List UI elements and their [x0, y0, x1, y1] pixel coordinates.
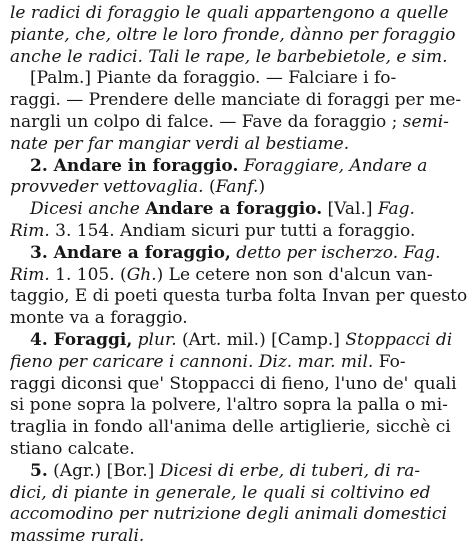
text-line [10, 90, 467, 112]
text-line [10, 286, 467, 308]
text-line [10, 221, 467, 243]
entry-headword: 5. [30, 460, 48, 481]
text-run: ) [258, 177, 266, 198]
text-run: massime rurali. [10, 526, 145, 547]
entry-headword: 3. Andare a foraggio, [30, 242, 231, 263]
text-line [10, 330, 467, 352]
text-line [10, 156, 467, 178]
text-line [10, 265, 467, 287]
text-run: taggio, E di poeti questa turba folta Invan per questo [10, 286, 467, 307]
text-run: dici, di piante in generale, le quali si coltivino ed [10, 482, 431, 503]
text-run: semi- [402, 111, 449, 132]
text-run: Dicesi di erbe, di tuberi, di ra- [159, 460, 421, 481]
text-line [10, 3, 467, 25]
text-line [10, 25, 467, 47]
text-run: si pone sopra la polvere, l'altro sopra la palla o mi- [10, 395, 448, 416]
text-run: plur. [132, 329, 177, 350]
text-run: [Val.] [322, 199, 378, 220]
text-run: Dicesi anche [30, 199, 146, 220]
entry-headword: Andare a foraggio. [145, 199, 323, 220]
text-line [10, 395, 467, 417]
text-run: ) Le cetere non son d'alcun van- [156, 264, 433, 285]
text-run: Fanf. [215, 177, 259, 198]
text-run: detto per ischerzo. Fag. [230, 242, 441, 263]
text-run: raggi diconsi que' Stoppacci di fieno, l'uno de' quali [10, 373, 457, 394]
text-line [10, 199, 467, 221]
entry-headword: 4. Foraggi, [30, 329, 133, 350]
text-line [10, 352, 467, 374]
text-run: piante, che, oltre le loro fronde, dànno per foraggio [10, 24, 456, 45]
text-run: traglia in fondo all'anima delle artiglierie, sicchè ci [10, 417, 451, 438]
text-line [10, 526, 467, 548]
text-line [10, 68, 467, 90]
text-run: (Agr.) [Bor.] [47, 460, 160, 481]
text-run: [Palm.] Piante da foraggio. — Falciare i fo- [30, 68, 397, 89]
text-run: raggi. — Prendere delle manciate di foraggi per me- [10, 90, 462, 111]
text-line [10, 374, 467, 396]
text-run: stiano calcate. [10, 438, 135, 459]
text-run: nargli un colpo di falce. — Fave da foraggio ; [10, 111, 403, 132]
text-line [10, 134, 467, 156]
text-line [10, 483, 467, 505]
text-run: provveder vettovaglia. [10, 177, 204, 198]
text-run: Rim. [10, 264, 50, 285]
text-line [10, 112, 467, 134]
text-run: Fo- [373, 351, 406, 372]
text-line [10, 417, 467, 439]
text-line [10, 243, 467, 265]
text-run: Fag. [377, 199, 415, 220]
text-run: monte va a foraggio. [10, 308, 188, 329]
text-line [10, 308, 467, 330]
text-run: 1. 105. ( [49, 264, 127, 285]
text-run: Foraggiare, Andare a [238, 155, 428, 176]
text-run: le radici di foraggio le quali appartengono a quelle [10, 3, 449, 23]
text-run: Stoppacci di [345, 329, 453, 350]
text-run: Rim. [10, 220, 50, 241]
text-line [10, 504, 467, 526]
text-run: anche le radici. Tali le rape, le barbebietole, e sim. [10, 46, 448, 67]
text-line [10, 461, 467, 483]
text-run: Gh. [126, 264, 157, 285]
text-run: accomodino per nutrizione degli animali domestici [10, 504, 447, 525]
text-run: 3. 154. Andiam sicuri pur tutti a foraggio. [49, 220, 416, 241]
text-run: nate per far mangiar verdi al bestiame. [10, 133, 350, 154]
entry-text [10, 3, 467, 548]
text-run: (Art. mil.) [Camp.] [176, 329, 346, 350]
text-run: ( [203, 177, 216, 198]
text-line [10, 47, 467, 69]
text-line [10, 439, 467, 461]
text-run: fieno per caricare i cannoni. Diz. mar. mil. [10, 351, 374, 372]
text-line [10, 177, 467, 199]
entry-headword: 2. Andare in foraggio. [30, 155, 239, 176]
